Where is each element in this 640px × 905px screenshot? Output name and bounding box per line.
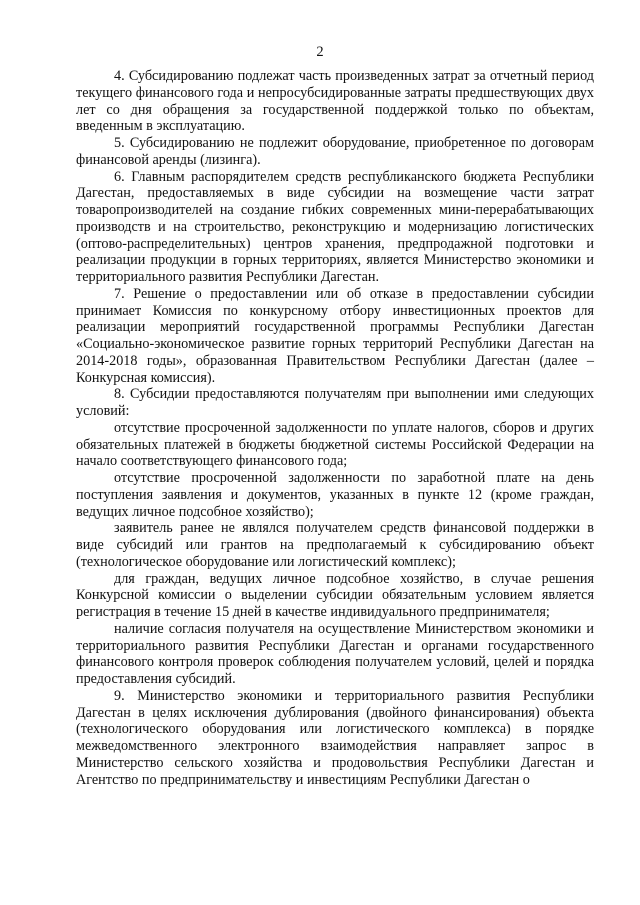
page-number: 2 [316,44,324,60]
condition-no-prior-support: заявитель ранее не являлся получателем средств финансовой поддержки в виде субсидий или грантов на предполагаемый к субсидированию объект (технологическое оборудование или логистический комплекс); [76,520,594,570]
paragraph-8-conditions-intro: 8. Субсидии предоставляются получателям при выполнении ими следующих условий: [76,386,594,419]
paragraph-7-commission-decision: 7. Решение о предоставлении или об отказе в предоставлении субсидии принимает Комиссия по конкурсному отбору инвестиционных проектов для реализации мероприятий государственной программы Республики Дагестан «Социально-экономическое развитие горных территорий Республики Дагестан на 2014-2018 годы», образованная Правительством Республики Дагестан (далее – Конкурсная комиссия). [76,285,594,386]
condition-entrepreneur-registration: для граждан, ведущих личное подсобное хозяйство, в случае решения Конкурсной комиссии о выделении субсидии обязательным условием является регистрация в течение 15 дней в качестве индивидуального предпринимателя; [76,570,594,620]
condition-no-wage-arrears: отсутствие просроченной задолженности по заработной плате на день поступления заявления и документов, указанных в пункте 12 (кроме граждан, ведущих личное подсобное хозяйство); [76,470,594,520]
paragraph-4-subsidized-costs: 4. Субсидированию подлежат часть произведенных затрат за отчетный период текущего финансового года и непросубсидированные затраты предшествующих двух лет со дня обращения за государственной поддержкой только по объектам, введенным в эксплуатацию. [76,68,594,135]
condition-no-tax-arrears: отсутствие просроченной задолженности по уплате налогов, сборов и других обязательных платежей в бюджеты бюджетной системы Российской Федерации на начало соответствующего финансового года; [76,419,594,470]
paragraph-5-leasing-exclusion: 5. Субсидированию не подлежит оборудование, приобретенное по договорам финансовой аренды (лизинга). [76,135,594,168]
paragraph-6-chief-administrator: 6. Главным распорядителем средств республиканского бюджета Республики Дагестан, предоставляемых в виде субсидии на возмещение части затрат товаропроизводителей на создание гибких современных мини-перерабатывающих производств и на строительство, реконструкцию и модернизацию логистических (оптово-распределительных) центров хранения, предпродажной подготовки и реализации продукции в горных территориях, является Министерство экономики и территориального развития Республики Дагестан. [76,168,594,285]
document-body [76,68,594,788]
paragraph-9-duplicate-check: 9. Министерство экономики и территориального развития Республики Дагестан в целях исключения дублирования (двойного финансирования) объекта (технологического оборудования или логистического комплекса) в порядке межведомственного электронного взаимодействия направляет запрос в Министерство сельского хозяйства и продовольствия Республики Дагестан и Агентство по предпринимательству и инвестициям Республики Дагестан о [76,687,594,788]
condition-consent-to-audit: наличие согласия получателя на осуществление Министерством экономики и территориального развития Республики Дагестан и органами государственного финансового контроля проверок соблюдения получателем условий, целей и порядка предоставления субсидий. [76,620,594,687]
